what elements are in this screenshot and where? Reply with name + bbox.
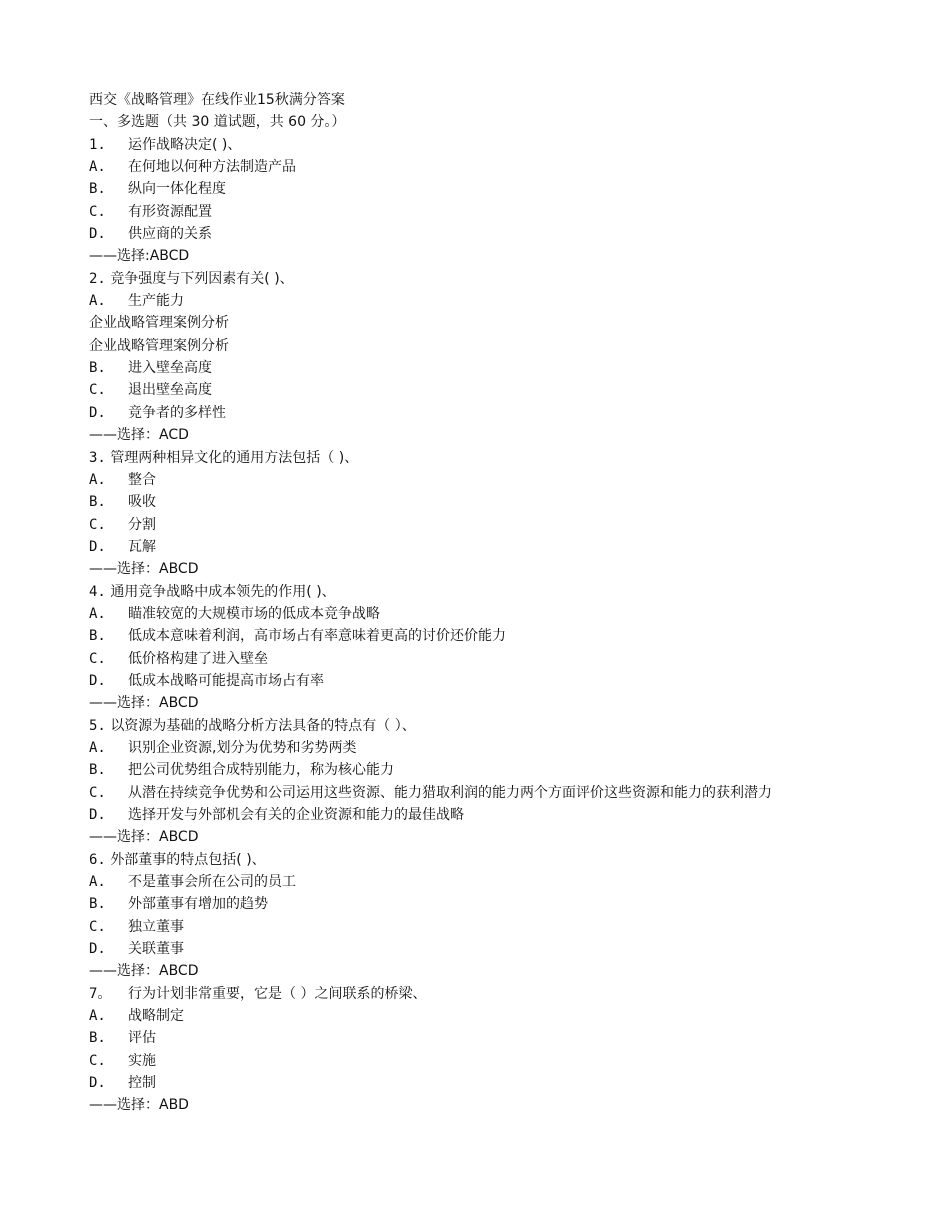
option-label: C.	[89, 382, 106, 399]
option-text: 整合	[128, 471, 156, 488]
question-number: 4.	[89, 583, 106, 600]
option-text: 供应商的关系	[128, 226, 212, 243]
option-label: D.	[89, 1075, 106, 1092]
option-label: A.	[89, 293, 106, 310]
option-label: B.	[89, 896, 106, 913]
question-6-option-a	[89, 871, 869, 893]
option-text: 把公司优势组合成特别能力，称为核心能力	[128, 762, 394, 779]
question-2-option-b	[89, 357, 869, 379]
question-1-option-c	[89, 201, 869, 223]
question-text: 运作战略决定( )、	[128, 136, 242, 153]
option-label: B.	[89, 628, 106, 645]
option-label: B.	[89, 762, 106, 779]
option-label: B.	[89, 494, 106, 511]
question-number: 7。	[89, 985, 112, 1002]
option-text: 竞争者的多样性	[128, 404, 226, 421]
question-7-option-b	[89, 1027, 869, 1049]
question-number: 3.	[89, 449, 106, 466]
option-text: 从潜在持续竞争优势和公司运用这些资源、能力猎取利润的能力两个方面评价这些资源和能力的获利潜力	[128, 784, 772, 801]
option-label: D.	[89, 538, 106, 555]
question-6-stem	[89, 849, 869, 871]
option-label: C.	[89, 918, 106, 935]
question-number: 1.	[89, 136, 106, 153]
question-5-option-b	[89, 759, 869, 781]
option-text: 纵向一体化程度	[128, 181, 226, 198]
question-3-option-d	[89, 536, 869, 558]
question-number: 2.	[89, 270, 106, 287]
question-text: 竞争强度与下列因素有关( )、	[110, 270, 294, 287]
question-7-answer: ——选择：ABD	[89, 1097, 189, 1114]
option-text: 不是董事会所在公司的员工	[128, 874, 296, 891]
question-2-option-c	[89, 379, 869, 401]
option-label: C.	[89, 516, 106, 533]
question-3-option-b	[89, 491, 869, 513]
option-text: 瓦解	[128, 538, 156, 555]
question-7-option-c	[89, 1050, 869, 1072]
question-3-option-c	[89, 514, 869, 536]
question-3-stem	[89, 447, 869, 469]
question-2-stem	[89, 268, 869, 290]
option-label: C.	[89, 784, 106, 801]
question-text: 以资源为基础的战略分析方法具备的特点有（ ）、	[110, 717, 416, 734]
question-text: 外部董事的特点包括( )、	[110, 851, 266, 868]
question-1-option-a	[89, 156, 869, 178]
document-title: 西交《战略管理》在线作业15秋满分答案	[89, 92, 345, 108]
question-4-option-c	[89, 648, 869, 670]
question-5-stem	[89, 715, 869, 737]
option-label: C.	[89, 650, 106, 667]
question-5-option-a	[89, 737, 869, 759]
question-7-option-d	[89, 1072, 869, 1094]
option-label: D.	[89, 226, 106, 243]
option-label: A.	[89, 605, 106, 622]
option-text: 吸收	[128, 494, 156, 511]
option-text: 生产能力	[128, 293, 184, 310]
option-text: 低价格构建了进入壁垒	[128, 650, 268, 667]
option-text: 控制	[128, 1075, 156, 1092]
question-number: 5.	[89, 717, 106, 734]
option-label: D.	[89, 941, 106, 958]
option-label: B.	[89, 360, 106, 377]
option-label: A.	[89, 159, 106, 176]
question-4-option-a	[89, 603, 869, 625]
option-text: 分割	[128, 516, 156, 533]
option-label: B.	[89, 1030, 106, 1047]
question-2-answer: ——选择：ACD	[89, 427, 189, 444]
question-7-stem	[89, 983, 869, 1005]
question-5-option-c	[89, 782, 869, 804]
option-label: C.	[89, 203, 106, 220]
option-text: 瞄准较宽的大规模市场的低成本竞争战略	[128, 605, 380, 622]
question-number: 6.	[89, 851, 106, 868]
question-text: 通用竞争战略中成本领先的作用( )、	[110, 583, 336, 600]
option-label: A.	[89, 1008, 106, 1025]
option-text: 外部董事有增加的趋势	[128, 896, 268, 913]
option-label: A.	[89, 874, 106, 891]
question-1-stem	[89, 134, 869, 156]
question-1-option-b	[89, 178, 869, 200]
option-text: 评估	[128, 1030, 156, 1047]
option-text: 独立董事	[128, 918, 184, 935]
interjection-text: 企业战略管理案例分析	[89, 337, 229, 354]
option-label: A.	[89, 471, 106, 488]
question-5-answer: ——选择：ABCD	[89, 829, 199, 846]
option-label: D.	[89, 404, 106, 421]
document-page	[89, 89, 869, 1117]
option-text: 识别企业资源,划分为优势和劣势两类	[128, 739, 357, 756]
question-7-option-a	[89, 1005, 869, 1027]
option-label: C.	[89, 1052, 106, 1069]
option-text: 选择开发与外部机会有关的企业资源和能力的最佳战略	[128, 807, 464, 823]
question-text: 管理两种相异文化的通用方法包括（ )、	[110, 449, 359, 466]
option-text: 低成本意味着利润，高市场占有率意味着更高的讨价还价能力	[128, 628, 506, 645]
question-1-option-d	[89, 223, 869, 245]
interjection-text: 企业战略管理案例分析	[89, 315, 229, 332]
option-label: D.	[89, 672, 106, 689]
option-text: 在何地以何种方法制造产品	[128, 159, 296, 176]
question-4-option-b	[89, 625, 869, 647]
question-text: 行为计划非常重要，它是（ ）之间联系的桥梁、	[128, 985, 427, 1002]
section-header: 一、多选题（共 30 道试题，共 60 分。）	[89, 114, 346, 131]
question-3-answer: ——选择：ABCD	[89, 561, 199, 578]
question-4-option-d	[89, 670, 869, 692]
question-6-option-b	[89, 893, 869, 915]
option-text: 进入壁垒高度	[128, 360, 212, 377]
question-6-option-c	[89, 916, 869, 938]
option-text: 低成本战略可能提高市场占有率	[128, 672, 324, 689]
question-4-answer: ——选择：ABCD	[89, 695, 199, 712]
option-label: B.	[89, 181, 106, 198]
question-3-option-a	[89, 469, 869, 491]
option-text: 有形资源配置	[128, 203, 212, 220]
option-text: 战略制定	[128, 1008, 184, 1025]
question-2-option-a	[89, 290, 869, 312]
question-6-answer: ——选择：ABCD	[89, 963, 199, 980]
option-label: A.	[89, 739, 106, 756]
question-5-option-d	[89, 804, 869, 826]
option-label: D.	[89, 807, 106, 823]
question-4-stem	[89, 581, 869, 603]
option-text: 退出壁垒高度	[128, 382, 212, 399]
option-text: 关联董事	[128, 941, 184, 958]
option-text: 实施	[128, 1052, 156, 1069]
question-6-option-d	[89, 938, 869, 960]
question-1-answer: ——选择:ABCD	[89, 248, 190, 265]
question-2-option-d	[89, 402, 869, 424]
